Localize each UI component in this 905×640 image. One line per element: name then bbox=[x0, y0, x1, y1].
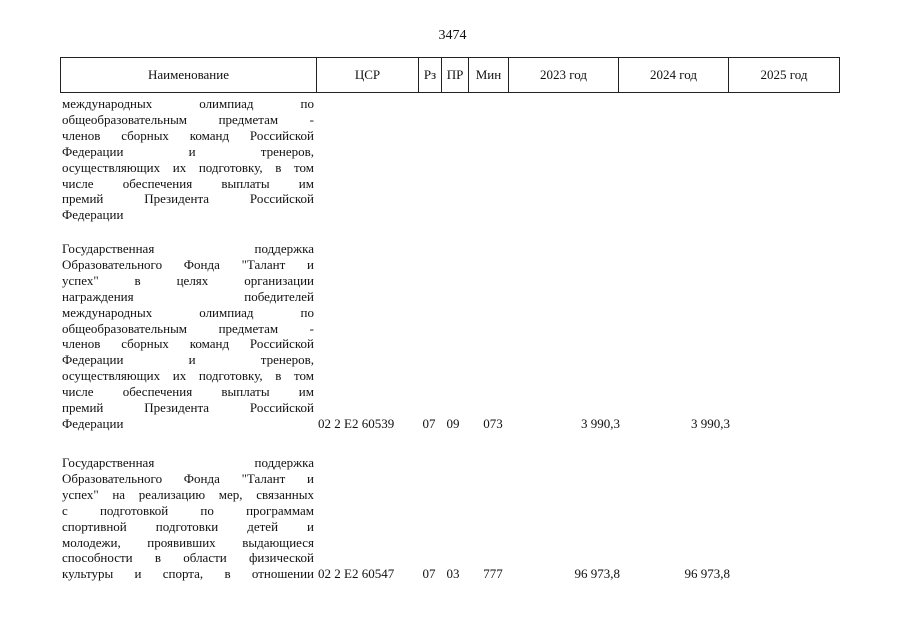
row-name-line: успех" в целях организации bbox=[62, 272, 314, 288]
row-name bbox=[62, 241, 314, 432]
row-csr: 02 2 E2 60547 bbox=[318, 566, 395, 582]
header-min: Мин bbox=[469, 58, 509, 92]
header-2023: 2023 год bbox=[509, 58, 619, 92]
row-name-line: успех" на реализацию мер, связанных bbox=[62, 486, 314, 502]
row-name-line: Государственная поддержка bbox=[62, 241, 314, 256]
row-name-line: числе обеспечения выплаты им bbox=[62, 384, 314, 400]
row-name-line: числе обеспечения выплаты им bbox=[62, 175, 314, 191]
row-name-line: осуществляющих их подготовку, в том bbox=[62, 368, 314, 384]
header-name: Наименование bbox=[61, 58, 317, 92]
row-name-line: награждения победителей bbox=[62, 288, 314, 304]
row-name-line: общеобразовательным предметам - bbox=[62, 320, 314, 336]
row-name bbox=[62, 96, 314, 223]
row-name-line: с подготовкой по программам bbox=[62, 502, 314, 518]
row-name-line: культуры и спорта, в отношении bbox=[62, 566, 314, 582]
row-name-line: премий Президента Российской bbox=[62, 400, 314, 416]
row-name-line: осуществляющих их подготовку, в том bbox=[62, 159, 314, 175]
row-name-line: способности в области физической bbox=[62, 550, 314, 566]
row-name-line: Федерации bbox=[62, 207, 124, 223]
row-name-line: Государственная поддержка bbox=[62, 455, 314, 470]
row-name-line: премий Президента Российской bbox=[62, 191, 314, 207]
row-name-line: международных олимпиад по bbox=[62, 304, 314, 320]
row-2023: 96 973,8 bbox=[574, 566, 620, 582]
row-name-line: общеобразовательным предметам - bbox=[62, 111, 314, 127]
row-min: 073 bbox=[483, 415, 503, 431]
row-name-line: членов сборных команд Российской bbox=[62, 127, 314, 143]
header-rz: Рз bbox=[419, 58, 442, 92]
row-min: 777 bbox=[483, 566, 503, 582]
header-2024: 2024 год bbox=[619, 58, 729, 92]
row-rz: 07 bbox=[422, 415, 436, 431]
header-2025: 2025 год bbox=[760, 67, 808, 82]
row-name-line: молодежи, проявивших выдающиеся bbox=[62, 534, 314, 550]
row-name-line: Федерации bbox=[62, 415, 124, 431]
row-name-line: Федерации и тренеров, bbox=[62, 143, 314, 159]
row-2023: 3 990,3 bbox=[581, 415, 620, 431]
row-pr: 03 bbox=[446, 566, 460, 582]
row-2024: 96 973,8 bbox=[684, 566, 730, 582]
row-name-line: Образовательного Фонда "Талант и bbox=[62, 256, 314, 272]
row-name-line: спортивной подготовки детей и bbox=[62, 518, 314, 534]
row-name-line: Федерации и тренеров, bbox=[62, 352, 314, 368]
header-pr: ПР bbox=[442, 58, 469, 92]
row-pr: 09 bbox=[446, 415, 460, 431]
page-number: 3474 bbox=[438, 28, 467, 43]
row-name-line: Образовательного Фонда "Талант и bbox=[62, 470, 314, 486]
row-name-line: международных олимпиад по bbox=[62, 96, 314, 111]
header-csr: ЦСР bbox=[317, 58, 419, 92]
row-csr: 02 2 E2 60539 bbox=[318, 415, 395, 431]
row-name bbox=[62, 455, 314, 582]
row-2024: 3 990,3 bbox=[691, 415, 730, 431]
row-rz: 07 bbox=[422, 566, 436, 582]
table-header bbox=[60, 57, 840, 93]
row-name-line: членов сборных команд Российской bbox=[62, 336, 314, 352]
